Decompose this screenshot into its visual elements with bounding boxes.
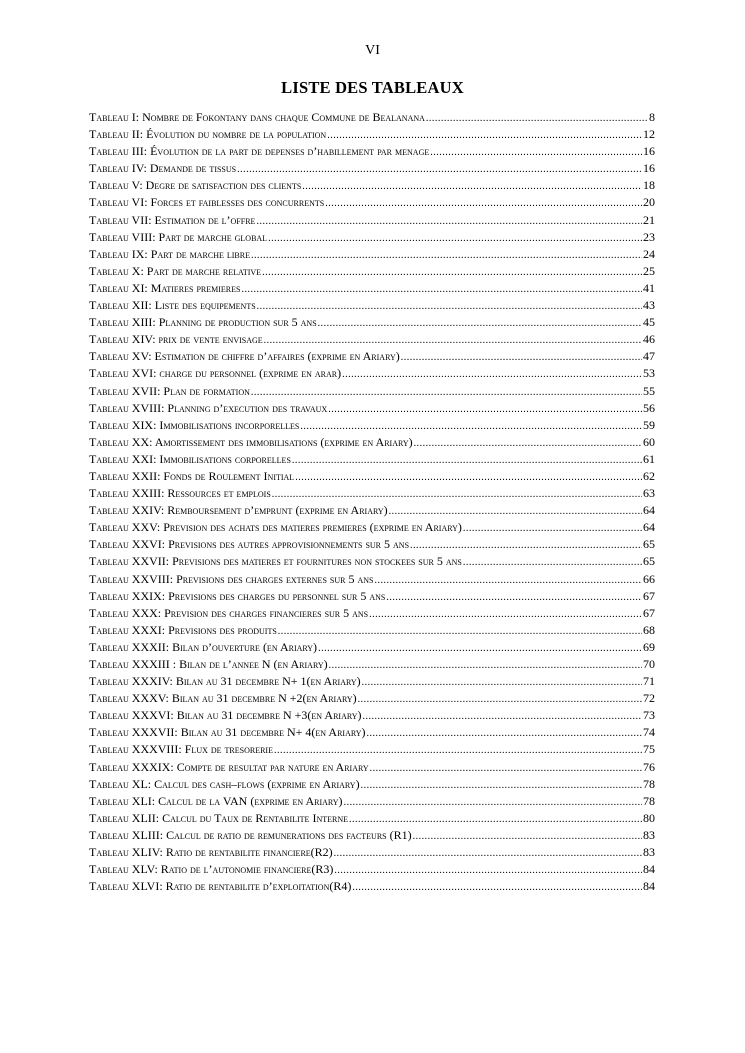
dot-leader	[389, 503, 642, 520]
dot-leader	[349, 811, 642, 828]
toc-entry-label: Tableau XXXII: Bilan d’ouverture (en Ariary)	[89, 639, 318, 654]
toc-entry-page: 67	[643, 588, 655, 603]
toc-entry[interactable]	[89, 878, 655, 895]
toc-entry-label: Tableau XXIII: Ressources et emplois	[89, 486, 271, 501]
toc-entry-page: 65	[643, 537, 655, 552]
toc-entry[interactable]	[89, 553, 655, 570]
toc-entry-page: 41	[643, 280, 655, 295]
toc-entry-label: Tableau XLIII: Calcul de ratio de remunerations des facteurs (R1)	[89, 827, 412, 842]
toc-entry-page: 68	[643, 622, 655, 637]
toc-entry-page: 25	[643, 263, 655, 278]
toc-entry-page: 72	[643, 691, 655, 706]
toc-entry-page: 46	[643, 332, 655, 347]
toc-entry[interactable]	[89, 502, 655, 519]
toc-entry-label: Tableau XXXVIII: Flux de tresorerie	[89, 742, 273, 757]
dot-leader	[264, 332, 642, 349]
toc-entry-label: Tableau XXXVII: Bilan au 31 decembre N+ 4(en Ariary)	[89, 725, 366, 740]
toc-entry-page: 67	[643, 605, 655, 620]
toc-entry-label: Tableau XXVI: Previsions des autres approvisionnements sur 5 ans	[89, 537, 410, 552]
dot-leader	[358, 691, 642, 708]
dot-leader	[251, 247, 642, 264]
toc-entry-label: Tableau XI: Matieres premieres	[89, 280, 241, 295]
toc-entry-page: 84	[643, 879, 655, 894]
dot-leader	[328, 401, 642, 418]
toc-entry-label: Tableau XII: Liste des equipements	[89, 298, 256, 313]
dot-leader	[410, 537, 642, 554]
dot-leader	[463, 520, 642, 537]
toc-entry-page: 16	[643, 144, 655, 159]
toc-entry-label: Tableau XLVI: Ratio de rentabilite d’exploitation(R4)	[89, 879, 352, 894]
toc-entry-page: 66	[643, 571, 655, 586]
toc-entry[interactable]	[89, 194, 655, 211]
toc-entry-label: Tableau XXX: Prevision des charges financieres sur 5 ans	[89, 605, 369, 620]
toc-entry-page: 84	[643, 862, 655, 877]
dot-leader	[463, 554, 642, 571]
toc-entry-page: 20	[643, 195, 655, 210]
toc-entry-label: Tableau VII: Estimation de l’offre	[89, 212, 256, 227]
toc-entry[interactable]	[89, 109, 655, 126]
toc-entry-page: 55	[643, 383, 655, 398]
toc-entry-page: 78	[643, 793, 655, 808]
dot-leader	[241, 281, 642, 298]
toc-entry-page: 64	[643, 503, 655, 518]
toc-entry[interactable]	[89, 177, 655, 194]
toc-entry-label: Tableau XLIV: Ratio de rentabilite financiere(R2)	[89, 845, 333, 860]
dot-leader	[327, 127, 642, 144]
toc-entry-label: Tableau XLI: Calcul de la VAN (exprime en Ariary)	[89, 793, 343, 808]
toc-entry-page: 76	[643, 759, 655, 774]
toc-entry-page: 65	[643, 554, 655, 569]
dot-leader	[256, 213, 642, 230]
toc-entry-label: Tableau XL: Calcul des cash–flows (exprime en Ariary)	[89, 776, 360, 791]
toc-entry[interactable]	[89, 280, 655, 297]
toc-entry[interactable]	[89, 160, 655, 177]
dot-leader	[268, 230, 642, 247]
toc-entry-page: 62	[643, 468, 655, 483]
dot-leader	[352, 879, 642, 896]
dot-leader	[363, 708, 642, 725]
toc-entry-label: Tableau X: Part de marche relative	[89, 263, 262, 278]
toc-entry-label: Tableau XXXV: Bilan au 31 decembre N +2(en Ariary)	[89, 691, 357, 706]
dot-leader	[414, 435, 642, 452]
toc-entry-page: 21	[643, 212, 655, 227]
page-title: LISTE DES TABLEAUX	[281, 78, 464, 97]
toc-entry-label: Tableau IV: Demande de tissus	[89, 161, 237, 176]
toc-entry-label: Tableau XXIX: Previsions des charges du personnel sur 5 ans	[89, 588, 386, 603]
dot-leader	[262, 264, 642, 281]
toc-entry[interactable]	[89, 656, 655, 673]
toc-entry[interactable]	[89, 126, 655, 143]
dot-leader	[300, 418, 642, 435]
toc-entry-page: 63	[643, 486, 655, 501]
dot-leader	[430, 144, 642, 161]
toc-entry[interactable]	[89, 639, 655, 656]
dot-leader	[334, 862, 642, 879]
dot-leader	[369, 606, 642, 623]
toc-entry-label: Tableau XV: Estimation de chiffre d’affaires (exprime en Ariary)	[89, 349, 400, 364]
toc-entry-label: Tableau XXV: Prevision des achats des matieres premieres (exprime en Ariary)	[89, 520, 462, 535]
toc-entry[interactable]	[89, 297, 655, 314]
toc-entry[interactable]	[89, 434, 655, 451]
toc-entry-label: Tableau XXVII: Previsions des matieres et fournitures non stockees sur 5 ans	[89, 554, 462, 569]
toc-entry-page: 43	[643, 298, 655, 313]
toc-entry[interactable]	[89, 365, 655, 382]
toc-entry[interactable]	[89, 571, 655, 588]
toc-entry[interactable]	[89, 348, 655, 365]
toc-entry-label: Tableau XLII: Calcul du Taux de Rentabilite Interne	[89, 810, 348, 825]
toc-entry-label: Tableau I: Nombre de Fokontany dans chaque Commune de Bealanana	[89, 110, 425, 124]
toc-entry[interactable]	[89, 331, 655, 348]
toc-entry-label: Tableau XVI: charge du personnel (exprime en arar)	[89, 366, 342, 381]
dot-leader	[278, 623, 642, 640]
toc-entry[interactable]	[89, 622, 655, 639]
toc-entry[interactable]	[89, 844, 655, 861]
toc-entry[interactable]	[89, 417, 655, 434]
toc-entry-page: 45	[643, 315, 655, 330]
toc-entry[interactable]	[89, 827, 655, 844]
toc-entry[interactable]	[89, 861, 655, 878]
toc-entry-label: Tableau XX: Amortissement des immobilisations (exprime en Ariary)	[89, 434, 413, 449]
toc-entry[interactable]	[89, 776, 655, 793]
dot-leader	[334, 845, 642, 862]
toc-entry-page: 53	[643, 366, 655, 381]
dot-leader	[237, 161, 642, 178]
toc-entry-label: Tableau XLV: Ratio de l’autonomie financiere(R3)	[89, 862, 334, 877]
toc-entry-page: 75	[643, 742, 655, 757]
toc-entry[interactable]	[89, 400, 655, 417]
toc-entry[interactable]	[89, 605, 655, 622]
toc-entry[interactable]	[89, 588, 655, 605]
toc-entry-page: 8	[649, 110, 655, 124]
toc-entry[interactable]	[89, 741, 655, 758]
toc-entry-label: Tableau III: Évolution de la part de depenses d’habillement par menage	[89, 144, 430, 159]
toc-entry-label: Tableau XXII: Fonds de Roulement Initial	[89, 468, 295, 483]
toc-entry[interactable]	[89, 314, 655, 331]
dot-leader	[361, 777, 642, 794]
dot-leader	[318, 640, 642, 657]
toc-entry-label: Tableau XXI: Immobilisations corporelles	[89, 451, 291, 466]
toc-entry-label: Tableau XXXVI: Bilan au 31 decembre N +3(en Ariary)	[89, 708, 362, 723]
toc-entry-page: 73	[643, 708, 655, 723]
toc-entry-page: 56	[643, 400, 655, 415]
toc-entry-label: Tableau XXXIV: Bilan au 31 decembre N+ 1(en Ariary)	[89, 674, 361, 689]
dot-leader	[295, 469, 642, 486]
toc-entry-page: 18	[643, 178, 655, 193]
toc-entry-page: 70	[643, 657, 655, 671]
toc-entry-page: 12	[643, 127, 655, 142]
toc-entry-page: 61	[643, 451, 655, 466]
toc-entry[interactable]	[89, 246, 655, 263]
toc-entry[interactable]	[89, 451, 655, 468]
toc-entry-label: Tableau XIII: Planning de production sur 5 ans	[89, 315, 317, 330]
dot-leader	[362, 674, 642, 691]
toc-entry[interactable]	[89, 229, 655, 246]
dot-leader	[251, 384, 642, 401]
toc-entry-page: 71	[643, 674, 655, 689]
toc-entry-label: Tableau XXXIX: Compte de resultat par nature en Ariary	[89, 759, 369, 774]
toc-entry-label: Tableau V: Degre de satisfaction des clients	[89, 178, 302, 193]
toc-entry-label: Tableau XXXI: Previsions des produits	[89, 622, 277, 637]
toc-entry-label: Tableau XIX: Immobilisations incorporelles	[89, 417, 300, 432]
toc-entry-page: 74	[643, 725, 655, 740]
toc-entry[interactable]	[89, 383, 655, 400]
dot-leader	[274, 742, 642, 759]
dot-leader	[302, 178, 642, 195]
toc-entry-page: 47	[643, 349, 655, 364]
toc-entry-page: 69	[643, 639, 655, 654]
dot-leader	[401, 349, 642, 366]
toc-entry-page: 59	[643, 417, 655, 432]
toc-entry[interactable]	[89, 519, 655, 536]
toc-entry-page: 23	[643, 229, 655, 244]
dot-leader	[374, 572, 642, 589]
toc-entry-page: 83	[643, 845, 655, 860]
dot-leader	[342, 366, 642, 383]
toc-entry[interactable]	[89, 485, 655, 502]
dot-leader	[257, 298, 642, 315]
toc-entry-label: Tableau IX: Part de marche libre	[89, 246, 250, 261]
dot-leader	[318, 315, 642, 332]
toc-entry[interactable]	[89, 468, 655, 485]
page-number: VI	[365, 43, 380, 58]
toc-entry[interactable]	[89, 263, 655, 280]
table-of-tables	[89, 109, 655, 895]
toc-entry-label: Tableau XVII: Plan de formation	[89, 383, 250, 398]
dot-leader	[272, 486, 642, 503]
dot-leader	[413, 828, 642, 845]
toc-entry-label: Tableau XXIV: Remboursement d’emprunt (exprime en Ariary)	[89, 503, 388, 518]
toc-entry-page: 83	[643, 827, 655, 842]
toc-entry-page: 24	[643, 246, 655, 261]
toc-entry[interactable]	[89, 690, 655, 707]
dot-leader	[344, 794, 642, 811]
toc-entry-label: Tableau XVIII: Planning d’execution des travaux	[89, 400, 328, 415]
toc-entry-label: Tableau VI: Forces et faiblesses des concurrents	[89, 195, 325, 210]
toc-entry[interactable]	[89, 212, 655, 229]
dot-leader	[329, 657, 642, 674]
toc-entry-label: Tableau XXXIII : Bilan de l’annee N (en Ariary)	[89, 657, 328, 671]
toc-entry-page: 60	[643, 434, 655, 449]
toc-entry[interactable]	[89, 793, 655, 810]
toc-entry-label: Tableau XIV: prix de vente envisage	[89, 332, 263, 347]
toc-entry-page: 78	[643, 776, 655, 791]
dot-leader	[370, 760, 642, 777]
dot-leader	[292, 452, 642, 469]
toc-entry[interactable]	[89, 759, 655, 776]
toc-entry-page: 64	[643, 520, 655, 535]
toc-entry-label: Tableau VIII: Part de marche global	[89, 229, 268, 244]
dot-leader	[386, 589, 642, 606]
toc-entry[interactable]	[89, 810, 655, 827]
toc-entry[interactable]	[89, 673, 655, 690]
toc-entry-label: Tableau XXVIII: Previsions des charges externes sur 5 ans	[89, 571, 374, 586]
toc-entry[interactable]	[89, 143, 655, 160]
toc-entry[interactable]	[89, 724, 655, 741]
toc-entry-page: 16	[643, 161, 655, 176]
dot-leader	[367, 725, 642, 742]
toc-entry-label: Tableau II: Évolution du nombre de la population	[89, 127, 327, 142]
toc-entry[interactable]	[89, 707, 655, 724]
toc-entry-page: 80	[643, 810, 655, 825]
toc-entry[interactable]	[89, 536, 655, 553]
dot-leader	[325, 195, 642, 212]
dot-leader	[426, 110, 648, 127]
